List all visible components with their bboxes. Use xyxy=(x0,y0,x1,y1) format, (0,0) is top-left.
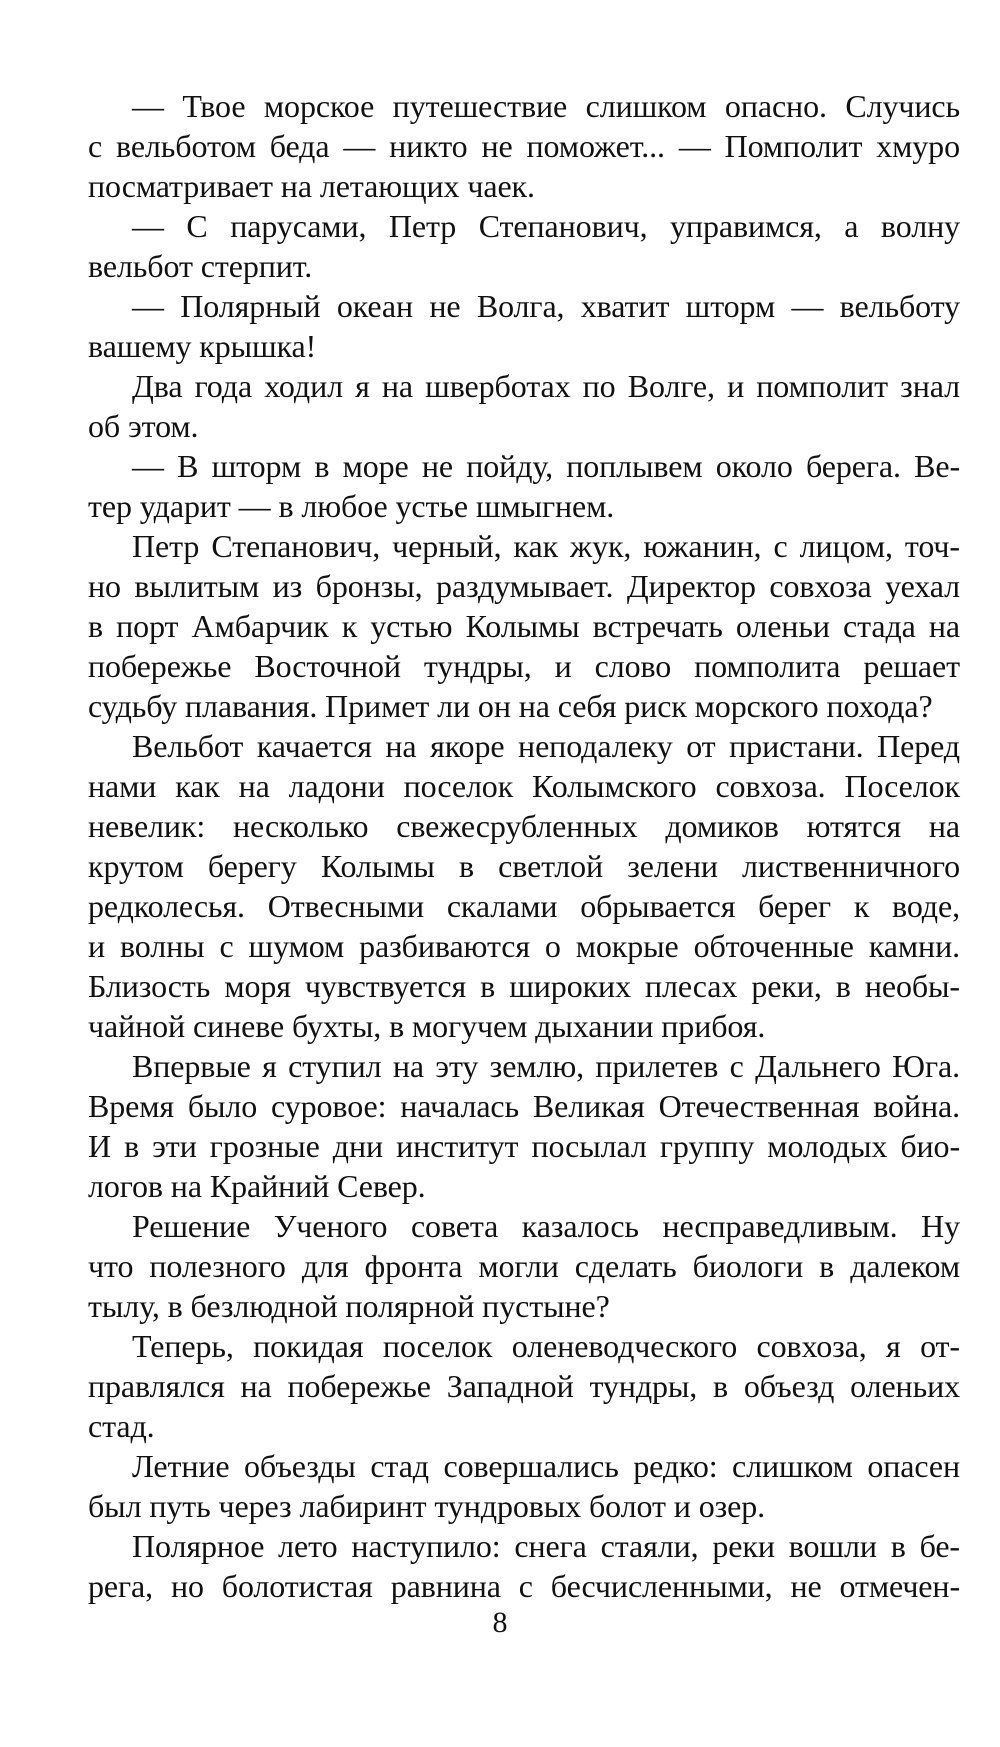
paragraph xyxy=(88,526,960,726)
text-line: редколесья. Отвесными скалами обрывается берег к воде, xyxy=(88,888,960,924)
text-line: но вылитым из бронзы, раздумывает. Директор совхоза уехал xyxy=(88,568,960,604)
text-line: — Твое морское путешествие слишком опасно. Случись xyxy=(132,88,960,124)
text-line: логов на Крайний Север. xyxy=(88,1168,426,1204)
text-line: Полярное лето наступило: снега стаяли, реки вошли в бе- xyxy=(132,1528,960,1564)
paragraph xyxy=(88,366,960,446)
text-line: И в эти грозные дни институт посылал группу молодых био- xyxy=(88,1128,960,1164)
text-line: об этом. xyxy=(88,408,199,444)
text-line: судьбу плавания. Примет ли он на себя риск морского похода? xyxy=(88,688,933,724)
paragraph xyxy=(88,206,960,286)
text-line: с вельботом беда — никто не поможет... — Помполит хмуро xyxy=(88,128,960,164)
paragraph xyxy=(88,1526,960,1606)
text-line: посматривает на летающих чаек. xyxy=(88,168,535,204)
text-line: что полезного для фронта могли сделать биологи в далеком xyxy=(88,1248,960,1284)
text-line: — В шторм в море не пойду, поплывем около берега. Ве- xyxy=(132,448,960,484)
paragraph xyxy=(88,726,960,1046)
page-number: 8 xyxy=(492,1606,508,1639)
page-body xyxy=(88,86,960,1606)
text-line: стад. xyxy=(88,1408,155,1444)
text-line: и волны с шумом разбиваются о мокрые обточенные камни. xyxy=(88,928,960,964)
text-line: невелик: несколько свежесрубленных домиков ютятся на xyxy=(88,808,960,844)
text-line: Петр Степанович, черный, как жук, южанин, с лицом, точ- xyxy=(132,528,960,564)
text-line: крутом берегу Колымы в светлой зелени лиственничного xyxy=(88,848,960,884)
text-line: Теперь, покидая поселок оленеводческого совхоза, я от- xyxy=(132,1328,960,1364)
text-line: Два года ходил я на шверботах по Волге, и помполит знал xyxy=(132,368,960,404)
paragraph xyxy=(88,1046,960,1206)
text-line: тер ударит — в любое устье шмыгнем. xyxy=(88,488,615,524)
paragraph xyxy=(88,286,960,366)
paragraph xyxy=(88,1446,960,1526)
text-line: рега, но болотистая равнина с бесчисленными, не отмечен- xyxy=(88,1568,960,1604)
text-line: — Полярный океан не Волга, хватит шторм — вельботу xyxy=(132,288,960,324)
text-line: вельбот стерпит. xyxy=(88,248,313,284)
paragraph xyxy=(88,86,960,206)
paragraph xyxy=(88,446,960,526)
text-line: нами как на ладони поселок Колымского совхоза. Поселок xyxy=(88,768,960,804)
text-line: правлялся на побережье Западной тундры, в объезд оленьих xyxy=(88,1368,960,1404)
text-line: вашему крышка! xyxy=(88,328,317,364)
text-line: побережье Восточной тундры, и слово помполита решает xyxy=(88,648,960,684)
text-line: Летние объезды стад совершались редко: слишком опасен xyxy=(132,1448,960,1484)
text-line: — С парусами, Петр Степанович, управимся, а волну xyxy=(132,208,960,244)
text-line: Решение Ученого совета казалось несправедливым. Ну xyxy=(132,1208,960,1244)
text-line: тылу, в безлюдной полярной пустыне? xyxy=(88,1288,610,1324)
paragraph xyxy=(88,1206,960,1326)
paragraph xyxy=(88,1326,960,1446)
text-line: Впервые я ступил на эту землю, прилетев с Дальнего Юга. xyxy=(132,1048,960,1084)
text-line: Близость моря чувствуется в широких плесах реки, в необы- xyxy=(88,968,960,1004)
text-line: чайной синеве бухты, в могучем дыхании прибоя. xyxy=(88,1008,766,1044)
text-line: в порт Амбарчик к устью Колымы встречать оленьи стада на xyxy=(88,608,960,644)
text-line: Вельбот качается на якоре неподалеку от пристани. Перед xyxy=(132,728,960,764)
text-line: Время было суровое: началась Великая Отечественная война. xyxy=(88,1088,960,1124)
text-line: был путь через лабиринт тундровых болот и озер. xyxy=(88,1488,766,1524)
